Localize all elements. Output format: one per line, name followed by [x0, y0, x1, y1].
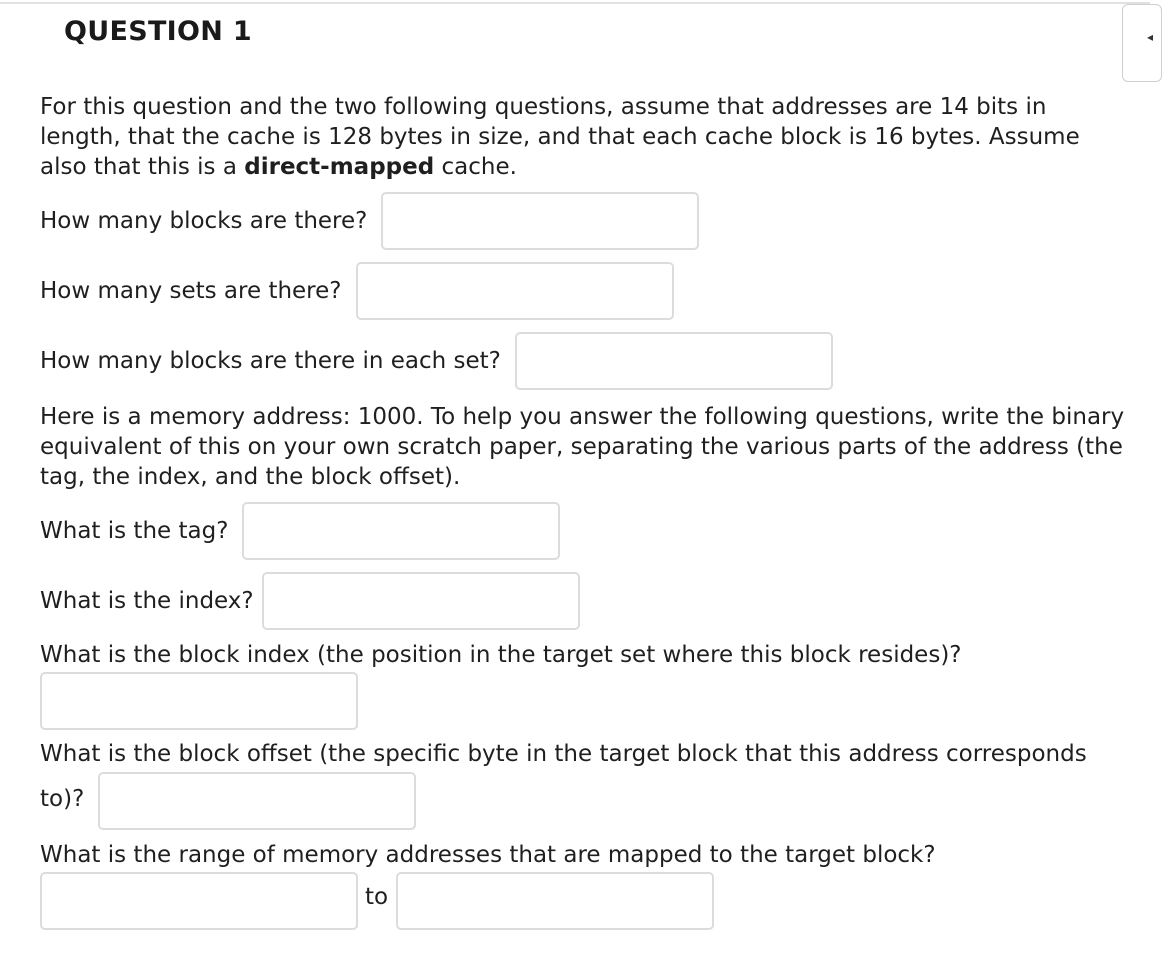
tag-label: What is the tag?: [40, 518, 229, 544]
sets-row: [40, 262, 674, 320]
address-paragraph: Here is a memory address: 1000. To help you answer the following questions, write the binary equivalent of this on your own scratch paper, separating the various parts of the address (the tag, the index, and the block offset).: [40, 404, 1125, 490]
intro-text: For this question and the two following questions, assume that addresses are 14 bits in length, that the cache is 128 bytes in size, and that each cache block is 16 bytes. Assume also that this is a: [40, 94, 1080, 180]
sets-input[interactable]: [356, 262, 674, 320]
index-input[interactable]: [262, 572, 580, 630]
blocks-per-set-input[interactable]: [515, 332, 833, 390]
range-label: What is the range of memory addresses that are mapped to the target block?: [40, 842, 936, 868]
collapse-tab[interactable]: [1122, 4, 1162, 82]
question-title: QUESTION 1: [64, 16, 252, 47]
intro-bold-text: direct-mapped: [244, 154, 435, 180]
tag-row: [40, 502, 560, 560]
blocks-input[interactable]: [381, 192, 699, 250]
tag-input[interactable]: [242, 502, 560, 560]
block-offset-input[interactable]: [98, 772, 416, 830]
range-start-input[interactable]: [40, 872, 358, 930]
intro-text-end: cache.: [434, 154, 517, 180]
index-row: [40, 572, 580, 630]
block-index-label: What is the block index (the position in the target set where this block resides)?: [40, 642, 962, 668]
blocks-label: How many blocks are there?: [40, 208, 368, 234]
range-end-input[interactable]: [396, 872, 714, 930]
chevron-left-icon: ◂: [1147, 30, 1154, 44]
range-to-label: to: [365, 884, 389, 910]
top-divider: [0, 2, 1150, 4]
blocks-per-set-row: [40, 332, 833, 390]
block-index-input[interactable]: [40, 672, 358, 730]
question-intro: [40, 92, 1130, 182]
sets-label: How many sets are there?: [40, 278, 342, 304]
blocks-row: [40, 192, 699, 250]
block-offset-label: What is the block offset (the specific byte in the target block that this address corresponds: [40, 741, 1087, 767]
blocks-per-set-label: How many blocks are there in each set?: [40, 348, 501, 374]
index-label: What is the index?: [40, 588, 254, 614]
block-offset-label-cont: to)?: [40, 786, 85, 812]
